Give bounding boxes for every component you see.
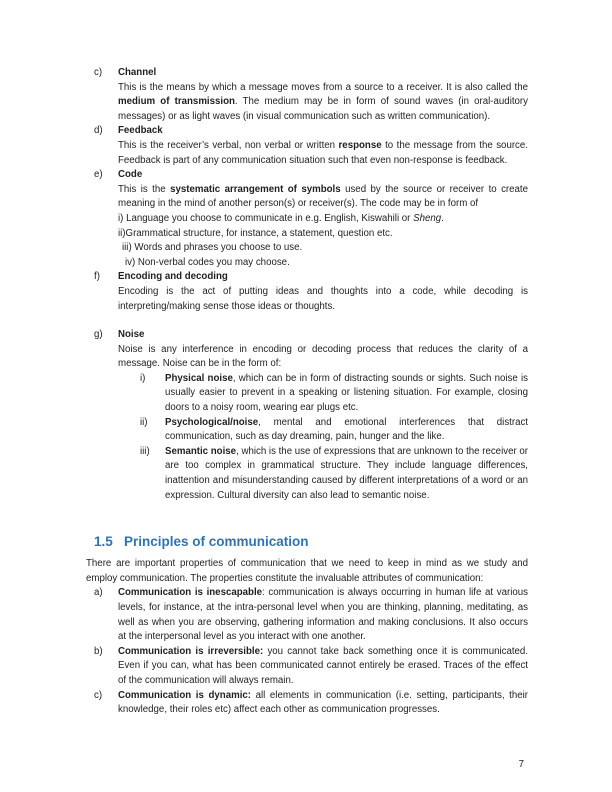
text-segment: systematic arrangement of symbols: [170, 183, 341, 195]
entry-title: Channel: [118, 67, 157, 78]
text-segment: ii)Grammatical structure, for instance, a statement, question etc.: [118, 227, 393, 239]
paragraph: [118, 183, 528, 212]
sub-text: [165, 372, 528, 416]
list-label: c): [94, 67, 103, 78]
text-segment: used by the source or receiver to create meaning in the mind of another person(s) or receiver(s). The code may be in form of: [118, 183, 529, 210]
text-segment: .: [441, 212, 444, 224]
list-body: [118, 270, 528, 314]
text-segment: Communication is inescapable: [118, 587, 263, 599]
list-label: b): [94, 645, 103, 657]
list-label: a): [94, 587, 103, 599]
paragraph: [118, 343, 528, 372]
text-segment: response: [338, 139, 382, 151]
list-body: [118, 689, 528, 718]
list-entry: [94, 66, 528, 124]
text-segment: Physical noise: [165, 372, 233, 384]
text-segment: i) Language you choose to communicate in e.g. English, Kiswahili or: [118, 212, 414, 224]
text-segment: Encoding is the act of putting ideas and thoughts into a code, while decoding is interpreting/making sense those ideas or thoughts.: [118, 285, 528, 312]
text-segment: iv) Non-verbal codes you may choose.: [125, 256, 290, 268]
paragraph: [118, 212, 528, 227]
list-label: c): [94, 689, 103, 701]
entry-title: Feedback: [118, 125, 163, 137]
list-entry: [94, 586, 528, 644]
list-body: [118, 124, 528, 168]
list-label: d): [94, 125, 103, 137]
list-entry: [94, 270, 528, 314]
text-segment: Communication is irreversible:: [118, 645, 264, 657]
entry-title: Code: [118, 169, 143, 181]
sub-list-item: [140, 416, 528, 445]
section-number: 1.5: [94, 534, 113, 550]
entry-title: Noise: [118, 329, 145, 341]
sub-label: i): [140, 372, 146, 384]
text-segment: to the message from the source. Feedback is part of any communication situation such that even non-response is feedback.: [118, 139, 528, 166]
entry-title: Encoding and decoding: [118, 271, 228, 283]
section-title: Principles of communication: [124, 534, 309, 550]
text-segment: medium of transmission: [118, 96, 235, 108]
list-body: [118, 66, 528, 124]
text-segment: all elements in communication (i.e. setting, participants, their knowledge, their roles etc) affect each other as communication progresses.: [118, 689, 528, 716]
text-segment: There are important properties of communication that we need to keep in mind as we study and employ communication. The properties constitute the invaluable attributes of communication:: [86, 558, 528, 584]
list-entry: [94, 645, 528, 689]
list-entry: [94, 168, 528, 270]
sub-label: iii): [140, 445, 150, 457]
paragraph: [118, 586, 528, 644]
paragraph: [125, 256, 528, 271]
text-segment: Semantic noise: [165, 445, 237, 457]
sub-list-item: [140, 445, 528, 503]
text-segment: iii) Words and phrases you choose to use.: [122, 242, 303, 254]
sub-list-item: [140, 372, 528, 416]
sub-text: [165, 445, 528, 503]
document-content: [86, 66, 528, 718]
page-number: 7: [518, 759, 524, 770]
paragraph: [118, 227, 528, 242]
text-segment: Noise is any interference in encoding or decoding process that reduces the clarity of a message. Noise can be in the form of:: [118, 343, 528, 370]
section-heading: [94, 533, 528, 550]
paragraph: [118, 645, 528, 689]
text-segment: Communication is dynamic:: [118, 689, 252, 701]
sub-label: ii): [140, 416, 148, 428]
text-segment: , mental and emotional interferences that distract communication, such as day dreaming, pain, hunger and the like.: [165, 416, 528, 443]
paragraph: [118, 81, 528, 125]
paragraph: [86, 557, 528, 586]
text-segment: , which is the use of expressions that are unknown to the receiver or are too complex in grammatical structure. They include language differences, inattention and misunderstanding caused by different interpretations of a word or an expression. Cultural diversity can also lead to semantic noise.: [165, 445, 528, 501]
list-label: g): [94, 329, 103, 341]
paragraph: [118, 689, 528, 718]
text-segment: you cannot take back something once it is communicated. Even if you can, what has been communicated cannot entirely be erased. Traces of the effect of the communication will always remain.: [118, 645, 529, 686]
text-segment: This is the means by which a message moves from a source to a receiver. It is also called the: [118, 81, 528, 93]
paragraph: [118, 139, 528, 168]
text-segment: Psychological/noise: [165, 416, 259, 428]
list-entry: [94, 328, 528, 503]
text-segment: , which can be in form of distracting sounds or sights. Such noise is usually easier to prevent in a speaking or listening situation. For example, closing doors to a noisy room, wearing ear plugs etc.: [165, 372, 529, 414]
list-body: [118, 645, 528, 689]
list-body: [118, 328, 528, 503]
sub-list: [118, 372, 528, 503]
sub-text: [165, 416, 528, 445]
text-segment: This is the: [118, 183, 171, 195]
text-segment: . The medium may be in form of sound waves (in oral-auditory messages) or as light waves (in visual communication such as written communication).: [118, 96, 528, 122]
paragraph: [118, 285, 528, 314]
list-label: e): [94, 169, 103, 181]
paragraph: [122, 241, 528, 256]
list-label: f): [94, 271, 100, 283]
text-segment: : communication is always occurring in human life at various levels, for instance, at the intra-personal level when you are thinking, planning, meditating, as well as when you are observing, gathering information and making conclusions. It also occurs at the interpersonal level as you interact with one another.: [118, 587, 528, 643]
list-entry: [94, 689, 528, 718]
text-segment: This is the receiver’s verbal, non verbal or written: [118, 139, 339, 151]
list-body: [118, 586, 528, 644]
list-body: [118, 168, 528, 270]
text-segment: Sheng: [413, 212, 442, 224]
list-entry: [94, 124, 528, 168]
